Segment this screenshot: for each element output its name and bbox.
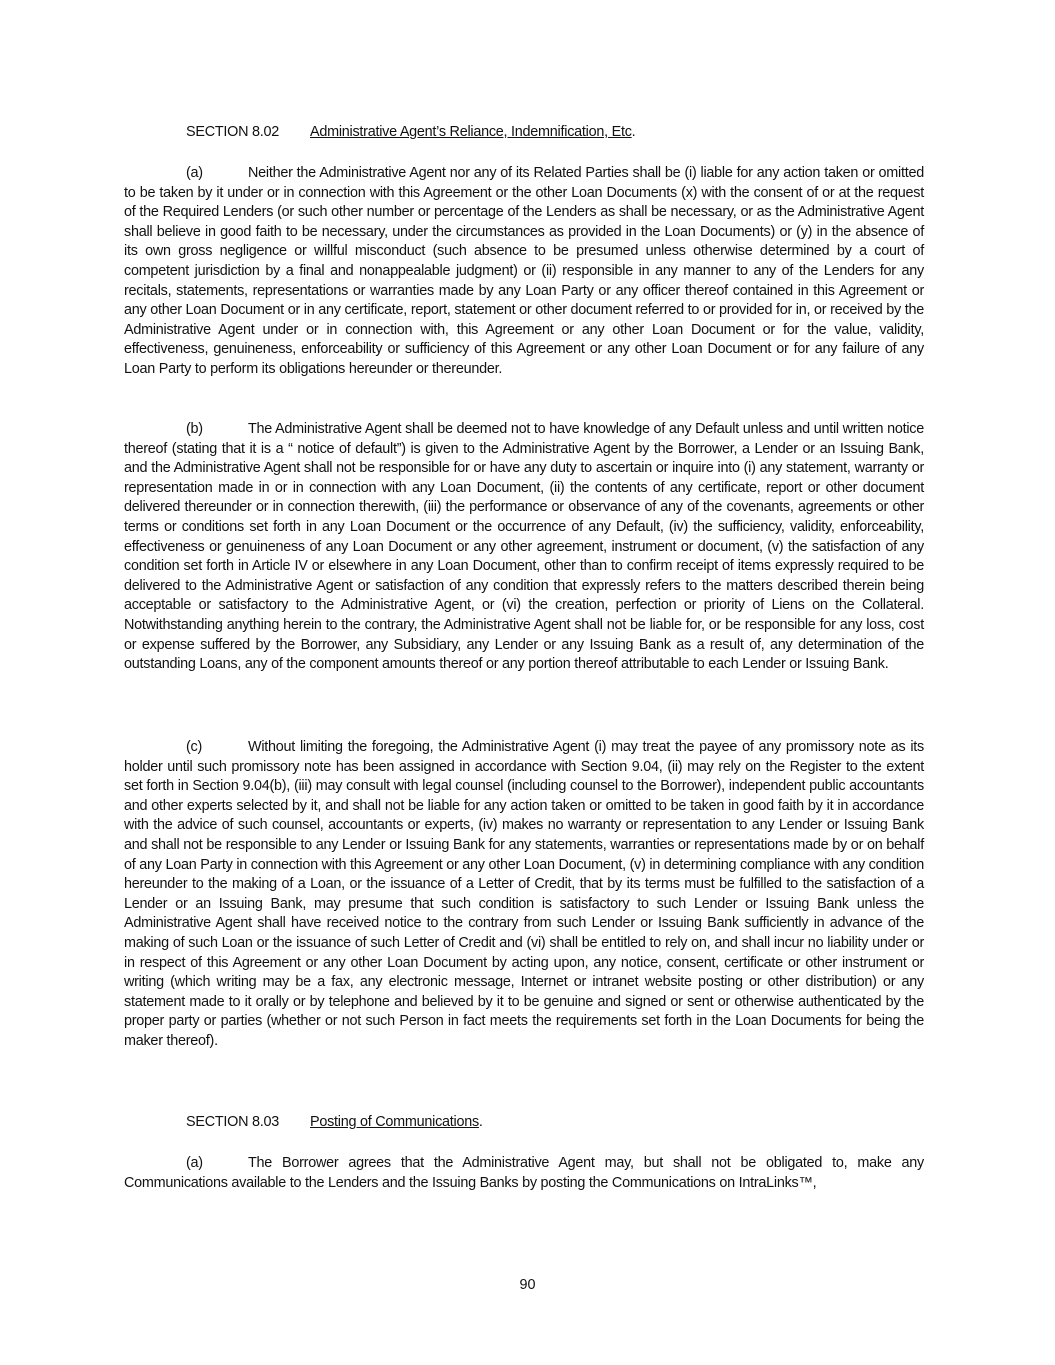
paragraph-text: The Borrower agrees that the Administrative Agent may, but shall not be obligated to, make any Communications available to the Lenders and the Issuing Banks by posting the Communications on IntraLinks™,: [124, 1155, 924, 1191]
paragraph-label: (a): [186, 1155, 203, 1171]
section-number: SECTION 8.03: [186, 1114, 279, 1130]
section-title-punct: .: [631, 124, 636, 140]
section-title-punct: .: [478, 1114, 483, 1130]
paragraph-label: (a): [186, 165, 203, 181]
page-number: 90: [519, 1277, 536, 1293]
section-heading-8-02: [186, 123, 635, 143]
paragraph-label: (c): [186, 739, 203, 755]
section-number: SECTION 8.02: [186, 124, 279, 140]
section-title: Posting of Communications: [310, 1114, 479, 1130]
section-title: Administrative Agent’s Reliance, Indemnification, Etc: [310, 124, 632, 140]
paragraph-text: Without limiting the foregoing, the Administrative Agent (i) may treat the payee of any promissory note as its holder until such promissory note has been assigned in accordance with Section 9.04, (ii) may rely on the Register to the extent set forth in Section 9.04(b), (iii) may consult with legal counsel (including counsel to the Borrower), independent public accountants and other experts selected by it, and shall not be liable for any action taken or omitted to be taken in good faith by it in accordance with the advice of such counsel, accountants or experts, (iv) makes no warranty or representation to any Lender or Issuing Bank and shall not be responsible to any Lender or Issuing Bank for any statements, warranties or representations made by or on behalf of any Loan Party in connection with this Agreement or any other Loan Document, (v) in determining compliance with any condition hereunder to the making of a Loan, or the issuance of a Letter of Credit, that by its terms must be fulfilled to the satisfaction of a Lender or an Issuing Bank, may presume that such condition is satisfactory to such Lender or Issuing Bank unless the Administrative Agent shall have received notice to the contrary from such Lender or Issuing Bank sufficiently in advance of the making of such Loan or the issuance of such Letter of Credit and (vi) shall be entitled to rely on, and shall incur no liability under or in respect of this Agreement or any other Loan Document by acting upon, any notice, consent, certificate or other instrument or writing (which writing may be a fax, any electronic message, Internet or intranet website posting or other distribution) or any statement made to it orally or by telephone and believed by it to be genuine and signed or sent or otherwise authenticated by the proper party or parties (whether or not such Person in fact meets the requirements set forth in the Loan Documents for being the maker thereof).: [124, 739, 924, 1049]
paragraph-8-03-a: [124, 1154, 924, 1193]
paragraph-text: The Administrative Agent shall be deemed not to have knowledge of any Default unless and until written notice thereof (stating that it is a “ notice of default”) is given to the Administrative Agent by the Borrower, a Lender or an Issuing Bank, and the Administrative Agent shall not be responsible for or have any duty to ascertain or inquire into (i) any statement, warranty or representation made in or in connection with any Loan Document, (ii) the contents of any certificate, report or other document delivered thereunder or in connection therewith, (iii) the performance or observance of any of the covenants, agreements or other terms or conditions set forth in any Loan Document or the occurrence of any Default, (iv) the sufficiency, validity, enforceability, effectiveness or genuineness of any Loan Document or any other agreement, instrument or document, (v) the satisfaction of any condition set forth in Article IV or elsewhere in any Loan Document, other than to confirm receipt of items expressly required to be delivered to the Administrative Agent or satisfaction of any condition that expressly refers to the matters described therein being acceptable or satisfactory to the Administrative Agent, or (vi) the creation, perfection or priority of Liens on the Collateral. Notwithstanding anything herein to the contrary, the Administrative Agent shall not be liable for, or be responsible for any loss, cost or expense suffered by the Borrower, any Subsidiary, any Lender or any Issuing Bank as a result of, any determination of the outstanding Loans, any of the component amounts thereof or any portion thereof attributable to each Lender or Issuing Bank.: [124, 421, 924, 673]
paragraph-c: [124, 738, 924, 1052]
paragraph-a: [124, 164, 924, 380]
paragraph-b: [124, 420, 924, 675]
section-heading-8-03: [186, 1113, 483, 1133]
paragraph-text: Neither the Administrative Agent nor any of its Related Parties shall be (i) liable for any action taken or omitted to be taken by it under or in connection with this Agreement or the other Loan Documents (x) with the consent of or at the request of the Required Lenders (or such other number or percentage of the Lenders as shall be necessary, or as the Administrative Agent shall believe in good faith to be necessary, under the circumstances as provided in the Loan Documents) or (y) in the absence of its own gross negligence or willful misconduct (such absence to be presumed unless otherwise determined by a court of competent jurisdiction by a final and nonappealable judgment) or (ii) responsible in any manner to any of the Lenders for any recitals, statements, representations or warranties made by any Loan Party or any officer thereof contained in this Agreement or any other Loan Document or in any certificate, report, statement or other document referred to or provided for in, or received by the Administrative Agent under or in connection with, this Agreement or any other Loan Document or for the value, validity, effectiveness, genuineness, enforceability or sufficiency of this Agreement or any other Loan Document or for any failure of any Loan Party to perform its obligations hereunder or thereunder.: [124, 165, 924, 377]
paragraph-label: (b): [186, 421, 203, 437]
